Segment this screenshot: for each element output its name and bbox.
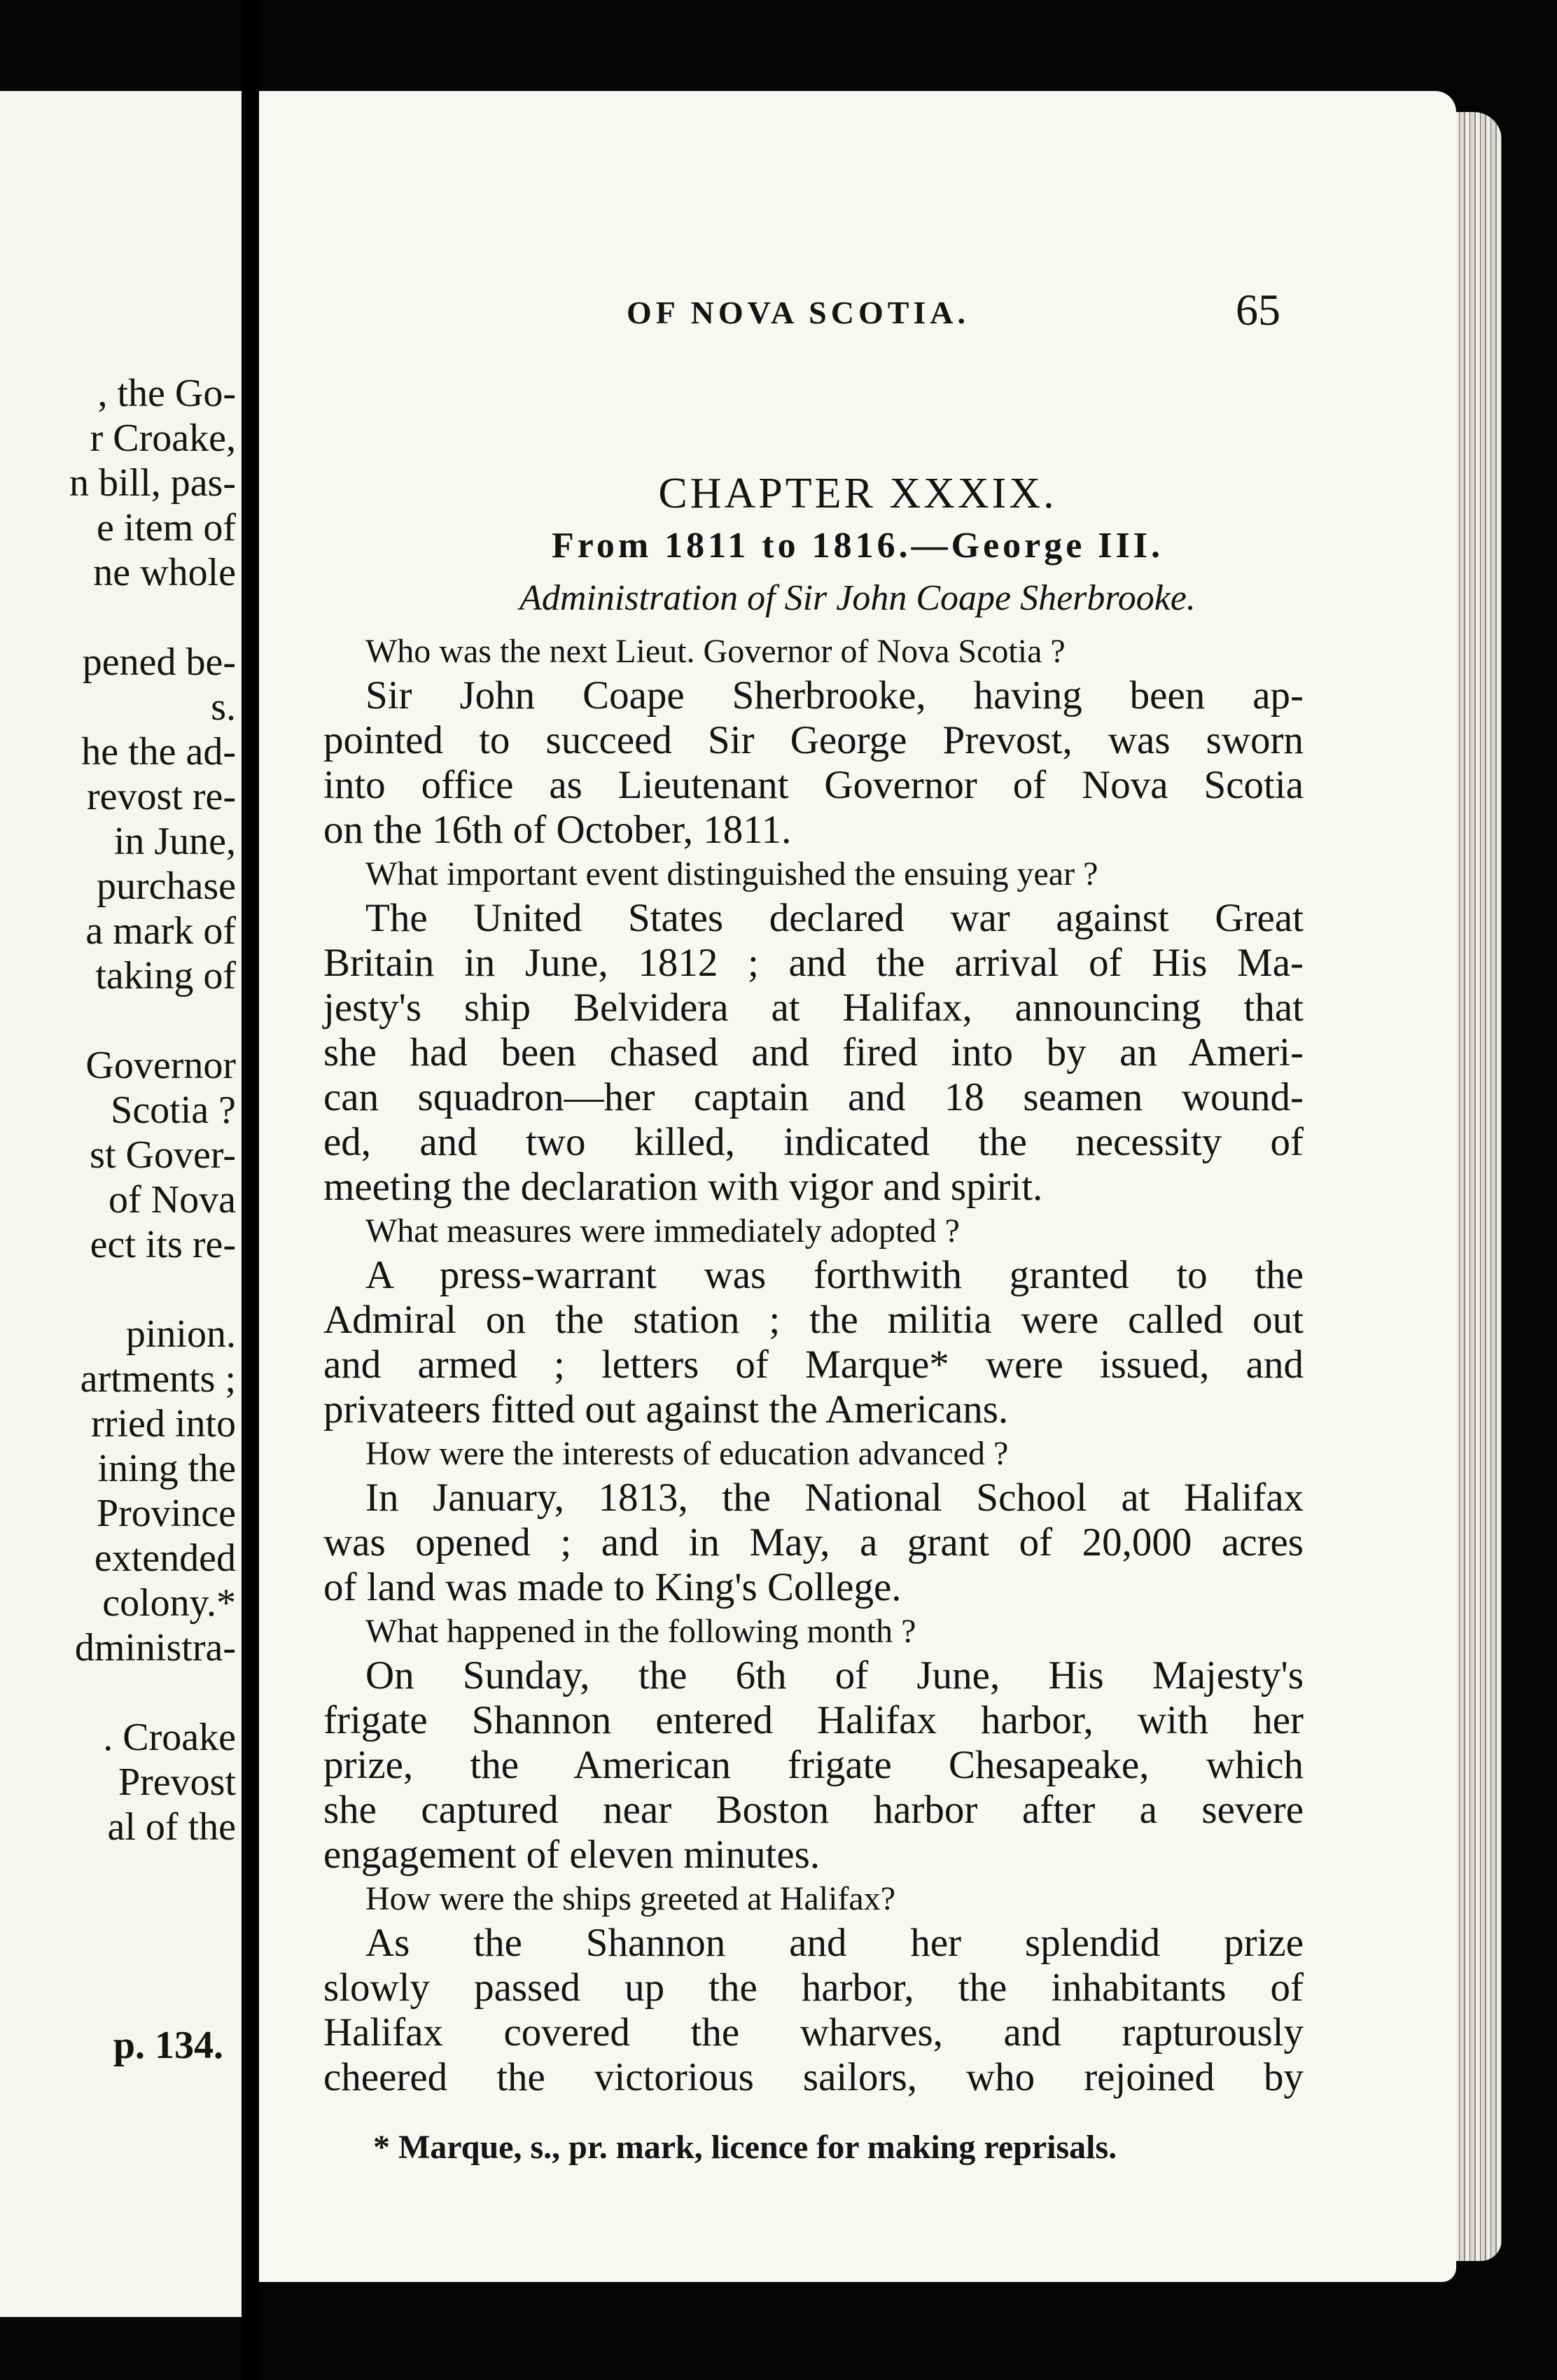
left-page-line	[0, 1670, 236, 1715]
left-page-line: taking of	[95, 954, 236, 997]
question-line: What measures were immediately adopted ?	[365, 1212, 960, 1250]
left-page-line: revost re-	[86, 775, 236, 818]
left-page-line: a mark of	[85, 909, 236, 953]
chapter-title: CHAPTER XXXIX.	[658, 470, 1057, 517]
left-page-line: extended	[94, 1536, 236, 1580]
answer-line: Sir John Coape Sherbrooke, having been ap-	[365, 673, 1304, 718]
question-line: What important event distinguished the ensuing year ?	[365, 855, 1098, 892]
answer-line: pointed to succeed Sir George Prevost, was sworn	[323, 718, 1304, 762]
left-page-line	[0, 1267, 236, 1312]
answer-line: Halifax covered the wharves, and rapturously	[323, 2010, 1304, 2054]
answer-line: and armed ; letters of Marque* were issued, and	[323, 1343, 1304, 1387]
left-page-line: artments ;	[80, 1357, 236, 1401]
left-page-line: dministra-	[74, 1626, 236, 1670]
page-header	[259, 287, 1456, 343]
answer-line: was opened ; and in May, a grant of 20,000 acres	[323, 1520, 1304, 1564]
answer-line: prize, the American frigate Chesapeake, which	[323, 1743, 1304, 1787]
answer-line: she had been chased and fired into by an Ameri-	[323, 1030, 1304, 1074]
left-page-line	[0, 595, 236, 640]
answer-line: of land was made to King's College.	[323, 1565, 902, 1609]
answer-line: A press-warrant was forthwith granted to the	[365, 1253, 1304, 1297]
left-page-line	[0, 998, 236, 1043]
answer-line: On Sunday, the 6th of June, His Majesty's	[365, 1653, 1304, 1698]
answer-line: slowly passed up the harbor, the inhabitants of	[323, 1966, 1304, 2010]
body-text	[323, 630, 1304, 2100]
left-page-note: p. 134.	[113, 2024, 223, 2067]
left-page-line: Governor	[85, 1044, 236, 1087]
left-page-line: s.	[211, 685, 236, 729]
answer-line: on the 16th of October, 1811.	[323, 808, 792, 852]
question-line: Who was the next Lieut. Governor of Nova Scotia ?	[365, 633, 1066, 670]
answer-line: cheered the victorious sailors, who rejoined by	[323, 2055, 1304, 2099]
left-page-line: e item of	[96, 506, 236, 550]
answer-line: can squadron—her captain and 18 seamen wound-	[323, 1075, 1304, 1119]
question-line: How were the ships greeted at Halifax?	[365, 1880, 896, 1917]
left-page-text	[0, 371, 236, 1849]
left-page-line: ect its re-	[90, 1223, 236, 1266]
answer-line: As the Shannon and her splendid prize	[365, 1921, 1304, 1965]
answer-line: The United States declared war against Great	[365, 896, 1304, 940]
left-page-line: pinion.	[125, 1312, 236, 1356]
answer-line: jesty's ship Belvidera at Halifax, announcing that	[323, 986, 1304, 1030]
answer-line: Britain in June, 1812 ; and the arrival of His Ma-	[323, 941, 1304, 985]
question-line: What happened in the following month ?	[365, 1613, 916, 1650]
left-page-line: ining the	[97, 1447, 236, 1490]
left-page-line: . Croake	[103, 1716, 236, 1759]
left-page-line: al of the	[107, 1805, 236, 1849]
left-page-line: st Gover-	[90, 1133, 236, 1177]
left-page-line: in June,	[113, 820, 236, 863]
right-page	[259, 91, 1456, 2282]
footnote: * Marque, s., pr. mark, licence for making reprisals.	[373, 2129, 1117, 2166]
left-page-line: rried into	[91, 1402, 236, 1446]
left-page-line: purchase	[96, 864, 236, 908]
running-head: OF NOVA SCOTIA.	[627, 295, 970, 330]
answer-line: frigate Shannon entered Halifax harbor, with her	[323, 1698, 1304, 1742]
left-page-line: r Croake,	[90, 416, 236, 460]
left-page-line: of Nova	[109, 1178, 236, 1222]
answer-line: In January, 1813, the National School at Halifax	[365, 1476, 1304, 1520]
left-page-line: pened be-	[82, 640, 236, 684]
left-page-line: colony.*	[102, 1581, 236, 1625]
left-page-line: ne whole	[93, 551, 236, 594]
answer-line: privateers fitted out against the Americans.	[323, 1387, 1009, 1432]
answer-line: into office as Lieutenant Governor of Nova Scotia	[323, 763, 1304, 807]
question-line: How were the interests of education advanced ?	[365, 1435, 1009, 1472]
book-gutter	[242, 0, 259, 2380]
left-page	[0, 91, 244, 2317]
answer-line: Admiral on the station ; the militia were called out	[323, 1298, 1304, 1342]
page-number: 65	[1236, 285, 1280, 335]
left-page-line: Scotia ?	[111, 1088, 236, 1132]
left-page-line: Province	[96, 1492, 236, 1535]
left-page-line: n bill, pas-	[69, 461, 236, 505]
left-page-line: he the ad-	[81, 730, 236, 774]
left-page-line: , the Go-	[97, 372, 236, 415]
answer-line: meeting the declaration with vigor and spirit.	[323, 1165, 1043, 1209]
chapter-administration: Administration of Sir John Coape Sherbrooke.	[519, 578, 1196, 618]
answer-line: ed, and two killed, indicated the necessity of	[323, 1120, 1304, 1164]
answer-line: engagement of eleven minutes.	[323, 1833, 821, 1877]
left-page-line: Prevost	[118, 1760, 236, 1804]
answer-line: she captured near Boston harbor after a severe	[323, 1788, 1304, 1832]
chapter-subtitle: From 1811 to 1816.—George III.	[551, 526, 1164, 566]
